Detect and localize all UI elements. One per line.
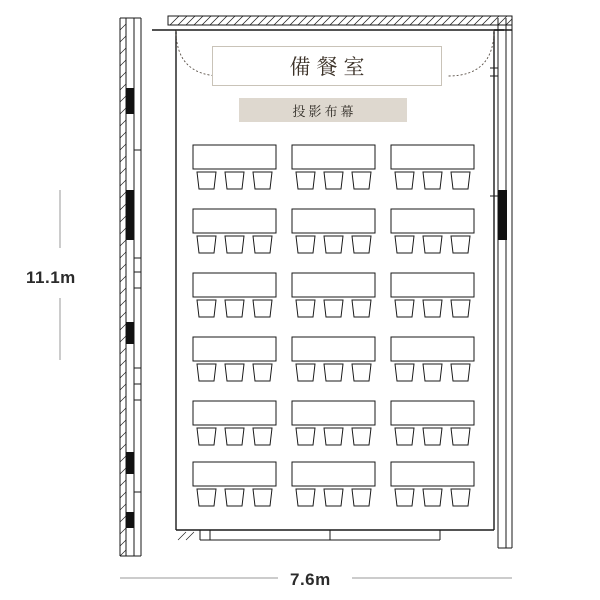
projector-screen (239, 98, 407, 122)
table-group (292, 337, 375, 381)
table-group (292, 273, 375, 317)
table-group (193, 337, 276, 381)
table-group (193, 209, 276, 253)
room-label-box (212, 46, 442, 86)
furniture-layout (193, 145, 474, 506)
table-group (193, 273, 276, 317)
table-group (292, 462, 375, 506)
table-group (193, 401, 276, 445)
table-group (391, 337, 474, 381)
dimension-width-label: 7.6m (290, 570, 331, 589)
table-group (391, 273, 474, 317)
dimension-height-label: 11.1m (26, 268, 76, 287)
table-group (292, 209, 375, 253)
table-group (292, 401, 375, 445)
table-group (391, 145, 474, 189)
table-group (391, 401, 474, 445)
room-title: 備餐室 (289, 56, 371, 79)
table-group (193, 145, 276, 189)
projector-screen-label: 投影布幕 (292, 103, 357, 119)
table-group (193, 462, 276, 506)
table-group (391, 209, 474, 253)
table-group (292, 145, 375, 189)
door-swing-right (448, 30, 512, 76)
table-group (391, 462, 474, 506)
